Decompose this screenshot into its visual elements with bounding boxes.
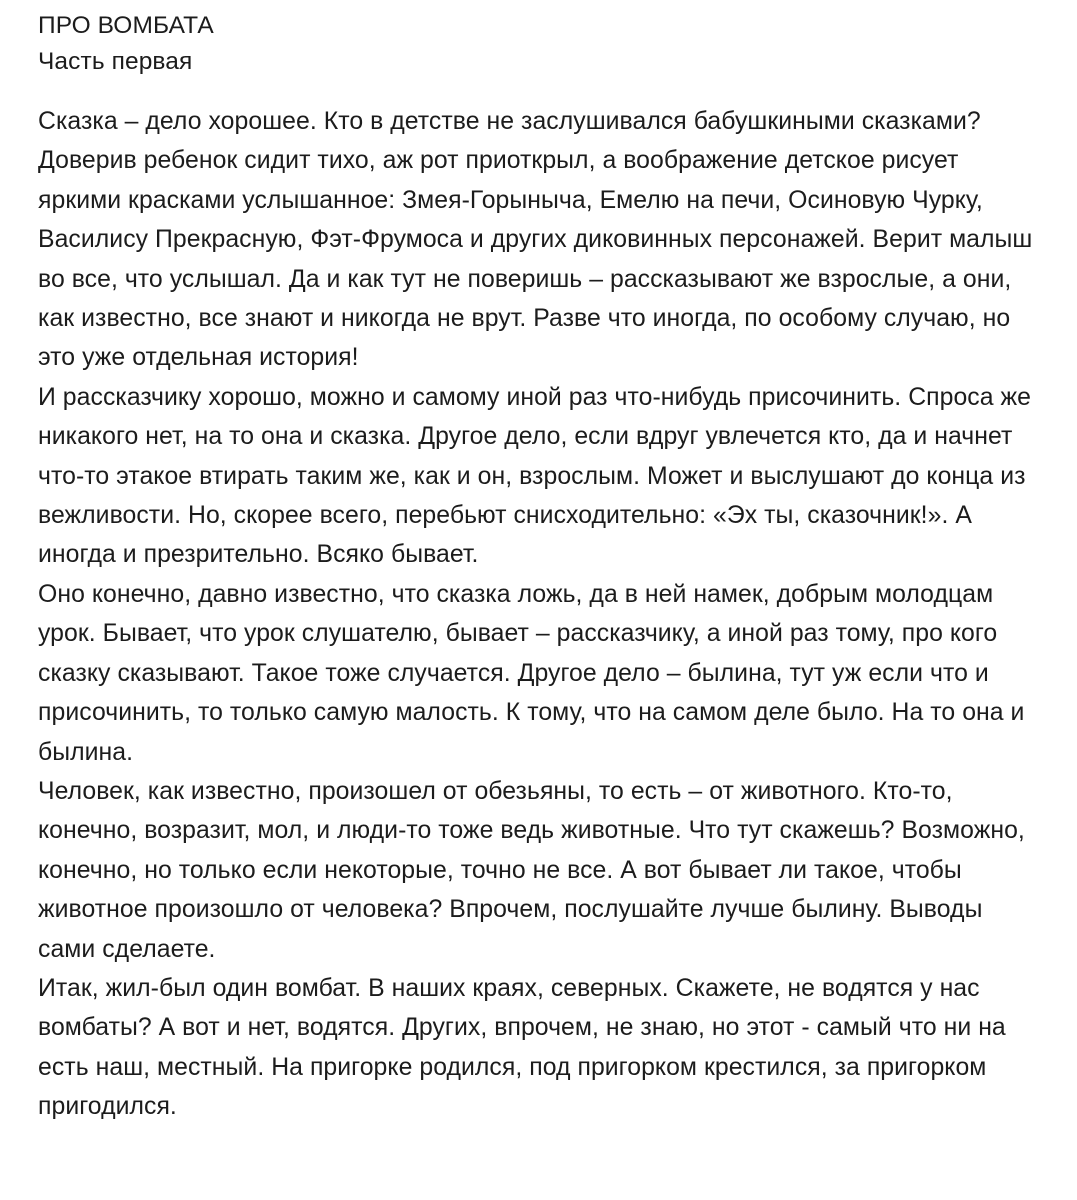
paragraph-4: Человек, как известно, произошел от обезьяны, то есть – от животного. Кто-то, конечно, возразит, мол, и люди-то тоже ведь животные. Что тут скажешь? Возможно, конечно, но только если некоторые, точно не все. А вот бывает ли такое, чтобы животное произошло от человека? Впрочем, послушайте лучше былину. Выводы сами сделаете.	[38, 777, 1025, 963]
paragraph-1: Сказка – дело хорошее. Кто в детстве не заслушивался бабушкиными сказками? Доверив ребенок сидит тихо, аж рот приоткрыл, а воображение детское рисует яркими красками услышанное: Змея-Горыныча, Емелю на печи, Осиновую Чурку, Василису Прекрасную, Фэт-Фрумоса и других диковинных персонажей. Верит малыш во все, что услышал. Да и как тут не поверишь – рассказывают же взрослые, а они, как известно, все знают и никогда не врут. Разве что иногда, по особому случаю, но это уже отдельная история!	[38, 108, 1033, 372]
paragraph-3: Оно конечно, давно известно, что сказка ложь, да в ней намек, добрым молодцам урок. Бывает, что урок слушателю, бывает – рассказчику, а иной раз тому, про кого сказку сказывают. Такое тоже случается. Другое дело – былина, тут уж если что и присочинить, то только самую малость. К тому, что на самом деле было. На то она и былина.	[38, 580, 1025, 766]
document-body	[38, 102, 1041, 1127]
paragraph-5: Итак, жил-был один вомбат. В наших краях, северных. Скажете, не водятся у нас вомбаты? А вот и нет, водятся. Других, впрочем, не знаю, но этот - самый что ни на есть наш, местный. На пригорке родился, под пригорком крестился, за пригорком пригодился.	[38, 974, 1006, 1121]
document-title: ПРО ВОМБАТА	[38, 12, 214, 39]
paragraph-2: И рассказчику хорошо, можно и самому иной раз что-нибудь присочинить. Спроса же никакого нет, на то она и сказка. Другое дело, если вдруг увлечется кто, да и начнет что-то этакое втирать таким же, как и он, взрослым. Может и выслушают до конца из вежливости. Но, скорее всего, перебьют снисходительно: «Эх ты, сказочник!». А иногда и презрительно. Всяко бывает.	[38, 383, 1032, 569]
document-subtitle: Часть первая	[38, 48, 193, 75]
